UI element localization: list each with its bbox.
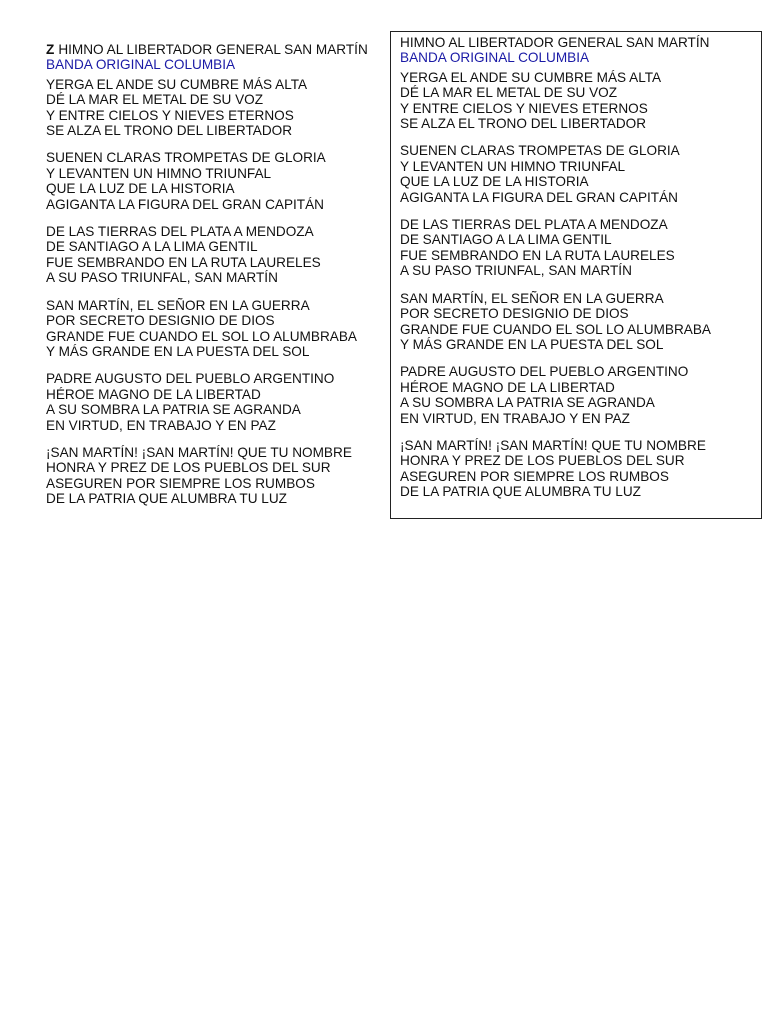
lyric-line: POR SECRETO DESIGNIO DE DIOS (400, 306, 629, 322)
stanza (400, 291, 761, 353)
song-subtitle: BANDA ORIGINAL COLUMBIA (46, 57, 236, 73)
lyric-line: DÉ LA MAR EL METAL DE SU VOZ (400, 85, 618, 101)
lyric-line: DE LA PATRIA QUE ALUMBRA TU LUZ (400, 484, 641, 500)
lyric-line: A SU SOMBRA LA PATRIA SE AGRANDA (400, 395, 655, 411)
title-marker: Z (46, 42, 55, 57)
lyric-line: GRANDE FUE CUANDO EL SOL LO ALUMBRABA (400, 321, 711, 337)
lyric-line: DE LAS TIERRAS DEL PLATA A MENDOZA (400, 217, 668, 233)
lyric-line: DE LA PATRIA QUE ALUMBRA TU LUZ (46, 491, 287, 507)
lyric-line: HONRA Y PREZ DE LOS PUEBLOS DEL SUR (400, 453, 685, 469)
lyric-line: ASEGUREN POR SIEMPRE LOS RUMBOS (46, 475, 315, 491)
lyric-line: AGIGANTA LA FIGURA DEL GRAN CAPITÁN (400, 189, 678, 205)
lyric-line: QUE LA LUZ DE LA HISTORIA (400, 174, 589, 190)
lyric-line: A SU PASO TRIUNFAL, SAN MARTÍN (400, 263, 632, 279)
stanza (46, 445, 390, 507)
stanza-list (400, 70, 761, 500)
lyric-line: ASEGUREN POR SIEMPRE LOS RUMBOS (400, 468, 669, 484)
stanza (400, 364, 761, 426)
lyric-line: FUE SEMBRANDO EN LA RUTA LAURELES (400, 247, 675, 263)
lyric-line: SUENEN CLARAS TROMPETAS DE GLORIA (400, 143, 680, 159)
lyric-line: SE ALZA EL TRONO DEL LIBERTADOR (400, 116, 647, 132)
lyric-line: EN VIRTUD, EN TRABAJO Y EN PAZ (46, 417, 276, 433)
lyrics-column-left (46, 42, 390, 519)
stanza (46, 224, 390, 286)
lyrics-box-right (390, 31, 762, 519)
lyric-line: Y MÁS GRANDE EN LA PUESTA DEL SOL (46, 343, 310, 359)
lyric-line: DÉ LA MAR EL METAL DE SU VOZ (46, 92, 264, 108)
lyric-line: HÉROE MAGNO DE LA LIBERTAD (46, 386, 261, 402)
lyric-line: Y ENTRE CIELOS Y NIEVES ETERNOS (400, 100, 648, 116)
stanza (46, 77, 390, 139)
lyric-line: POR SECRETO DESIGNIO DE DIOS (46, 313, 275, 329)
lyric-line: EN VIRTUD, EN TRABAJO Y EN PAZ (400, 410, 630, 426)
stanza (46, 371, 390, 433)
lyric-line: ¡SAN MARTÍN! ¡SAN MARTÍN! QUE TU NOMBRE (46, 444, 352, 460)
lyric-line: Y LEVANTEN UN HIMNO TRIUNFAL (400, 158, 626, 174)
lyric-line: HONRA Y PREZ DE LOS PUEBLOS DEL SUR (46, 460, 331, 476)
lyric-line: ¡SAN MARTÍN! ¡SAN MARTÍN! QUE TU NOMBRE (400, 437, 706, 453)
lyric-line: Y LEVANTEN UN HIMNO TRIUNFAL (46, 165, 272, 181)
stanza-list (46, 77, 390, 507)
lyric-line: Y ENTRE CIELOS Y NIEVES ETERNOS (46, 107, 294, 123)
lyric-line: PADRE AUGUSTO DEL PUEBLO ARGENTINO (400, 364, 689, 380)
lyric-line: Y MÁS GRANDE EN LA PUESTA DEL SOL (400, 336, 664, 352)
lyric-line: DE LAS TIERRAS DEL PLATA A MENDOZA (46, 224, 314, 240)
lyric-line: FUE SEMBRANDO EN LA RUTA LAURELES (46, 254, 321, 270)
song-title (46, 42, 390, 57)
lyric-line: DE SANTIAGO A LA LIMA GENTIL (400, 232, 612, 248)
lyric-line: YERGA EL ANDE SU CUMBRE MÁS ALTA (400, 69, 662, 85)
stanza (400, 217, 761, 279)
lyric-line: SAN MARTÍN, EL SEÑOR EN LA GUERRA (46, 297, 310, 313)
lyric-line: A SU SOMBRA LA PATRIA SE AGRANDA (46, 402, 301, 418)
stanza (400, 70, 761, 132)
lyric-line: A SU PASO TRIUNFAL, SAN MARTÍN (46, 270, 278, 286)
stanza (400, 143, 761, 205)
lyric-line: AGIGANTA LA FIGURA DEL GRAN CAPITÁN (46, 196, 324, 212)
lyric-line: PADRE AUGUSTO DEL PUEBLO ARGENTINO (46, 371, 335, 387)
lyric-line: SUENEN CLARAS TROMPETAS DE GLORIA (46, 150, 326, 166)
stanza (46, 298, 390, 360)
lyric-line: QUE LA LUZ DE LA HISTORIA (46, 181, 235, 197)
lyric-line: DE SANTIAGO A LA LIMA GENTIL (46, 239, 258, 255)
song-subtitle: BANDA ORIGINAL COLUMBIA (400, 50, 590, 66)
lyric-line: YERGA EL ANDE SU CUMBRE MÁS ALTA (46, 76, 308, 92)
lyric-line: GRANDE FUE CUANDO EL SOL LO ALUMBRABA (46, 328, 357, 344)
stanza (400, 438, 761, 500)
lyric-line: SAN MARTÍN, EL SEÑOR EN LA GUERRA (400, 290, 664, 306)
song-title-text: HIMNO AL LIBERTADOR GENERAL SAN MARTÍN (58, 42, 368, 57)
song-title: HIMNO AL LIBERTADOR GENERAL SAN MARTÍN (400, 35, 710, 50)
lyric-line: HÉROE MAGNO DE LA LIBERTAD (400, 379, 615, 395)
stanza (46, 150, 390, 212)
lyric-line: SE ALZA EL TRONO DEL LIBERTADOR (46, 123, 293, 139)
